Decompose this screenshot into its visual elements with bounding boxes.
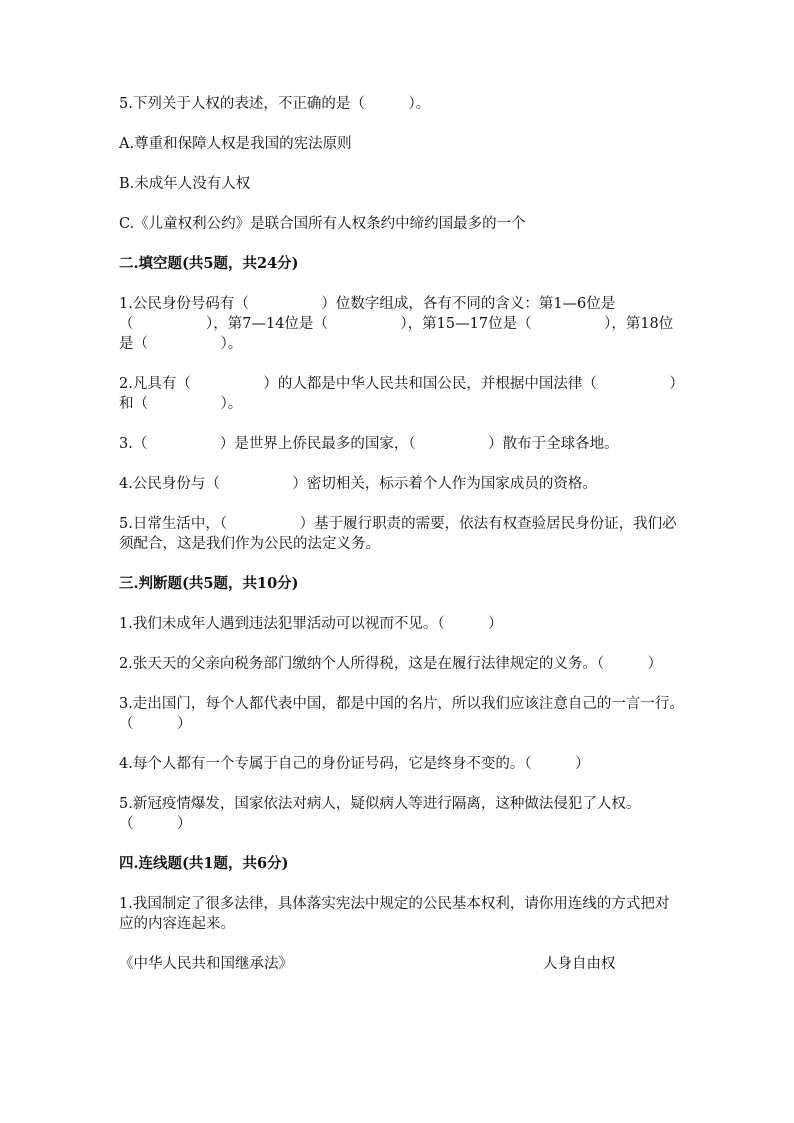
matching-row: [119, 954, 679, 976]
judge-question-3: 3.走出国门，每个人都代表中国，都是中国的名片，所以我们应该注意自己的一言一行。 （ ）: [119, 696, 706, 732]
judge-question-2: 2.张天天的父亲向税务部门缴纳个人所得税，这是在履行法律规定的义务。（ ）: [119, 656, 663, 672]
question-5: 5.下列关于人权的表述，不正确的是（ ）。: [119, 96, 431, 112]
matching-left-item[interactable]: 《中华人民共和国继承法》: [119, 956, 293, 972]
option-c: C.《儿童权利公约》是联合国所有人权条约中缔约国最多的一个: [119, 216, 526, 232]
section-2-heading: 二.填空题(共5题，共24分): [119, 255, 299, 272]
section-3-heading: 三.判断题(共5题，共10分): [119, 575, 299, 592]
matching-question-1: 1.我国制定了很多法律，具体落实宪法中规定的公民基本权利，请你用连线的方式把对应的内容连起来。: [119, 896, 670, 932]
fill-question-2: 2.凡具有（ ）的人都是中华人民共和国公民，并根据中国法律（ ）和（ ）。: [119, 376, 677, 412]
document-page: [119, 94, 706, 976]
judge-question-5: 5.新冠疫情爆发，国家依法对病人，疑似病人等进行隔离，这种做法侵犯了人权。（ ）: [119, 796, 641, 832]
option-b: B.未成年人没有人权: [119, 176, 251, 192]
fill-question-1: 1.公民身份号码有（ ）位数字组成，各有不同的含义：第1—6位是（ ），第7—14位是（ ），第15—17位是（ ），第18位是（ ）。: [119, 296, 674, 352]
fill-question-5: 5.日常生活中，（ ）基于履行职责的需要，依法有权查验居民身份证，我们必须配合，这是我们作为公民的法定义务。: [119, 516, 677, 552]
fill-question-3: 3.（ ）是世界上侨民最多的国家，（ ）散布于全球各地。: [119, 436, 619, 452]
option-a: A.尊重和保障人权是我国的宪法原则: [119, 136, 352, 152]
section-4-heading: 四.连线题(共1题，共6分): [119, 855, 289, 872]
matching-right-item[interactable]: 人身自由权: [543, 956, 616, 972]
judge-question-1: 1.我们未成年人遇到违法犯罪活动可以视而不见。（ ）: [119, 616, 503, 632]
judge-question-4: 4.每个人都有一个专属于自己的身份证号码，它是终身不变的。（ ）: [119, 756, 590, 772]
fill-question-4: 4.公民身份与（ ）密切相关，标示着个人作为国家成员的资格。: [119, 476, 597, 492]
